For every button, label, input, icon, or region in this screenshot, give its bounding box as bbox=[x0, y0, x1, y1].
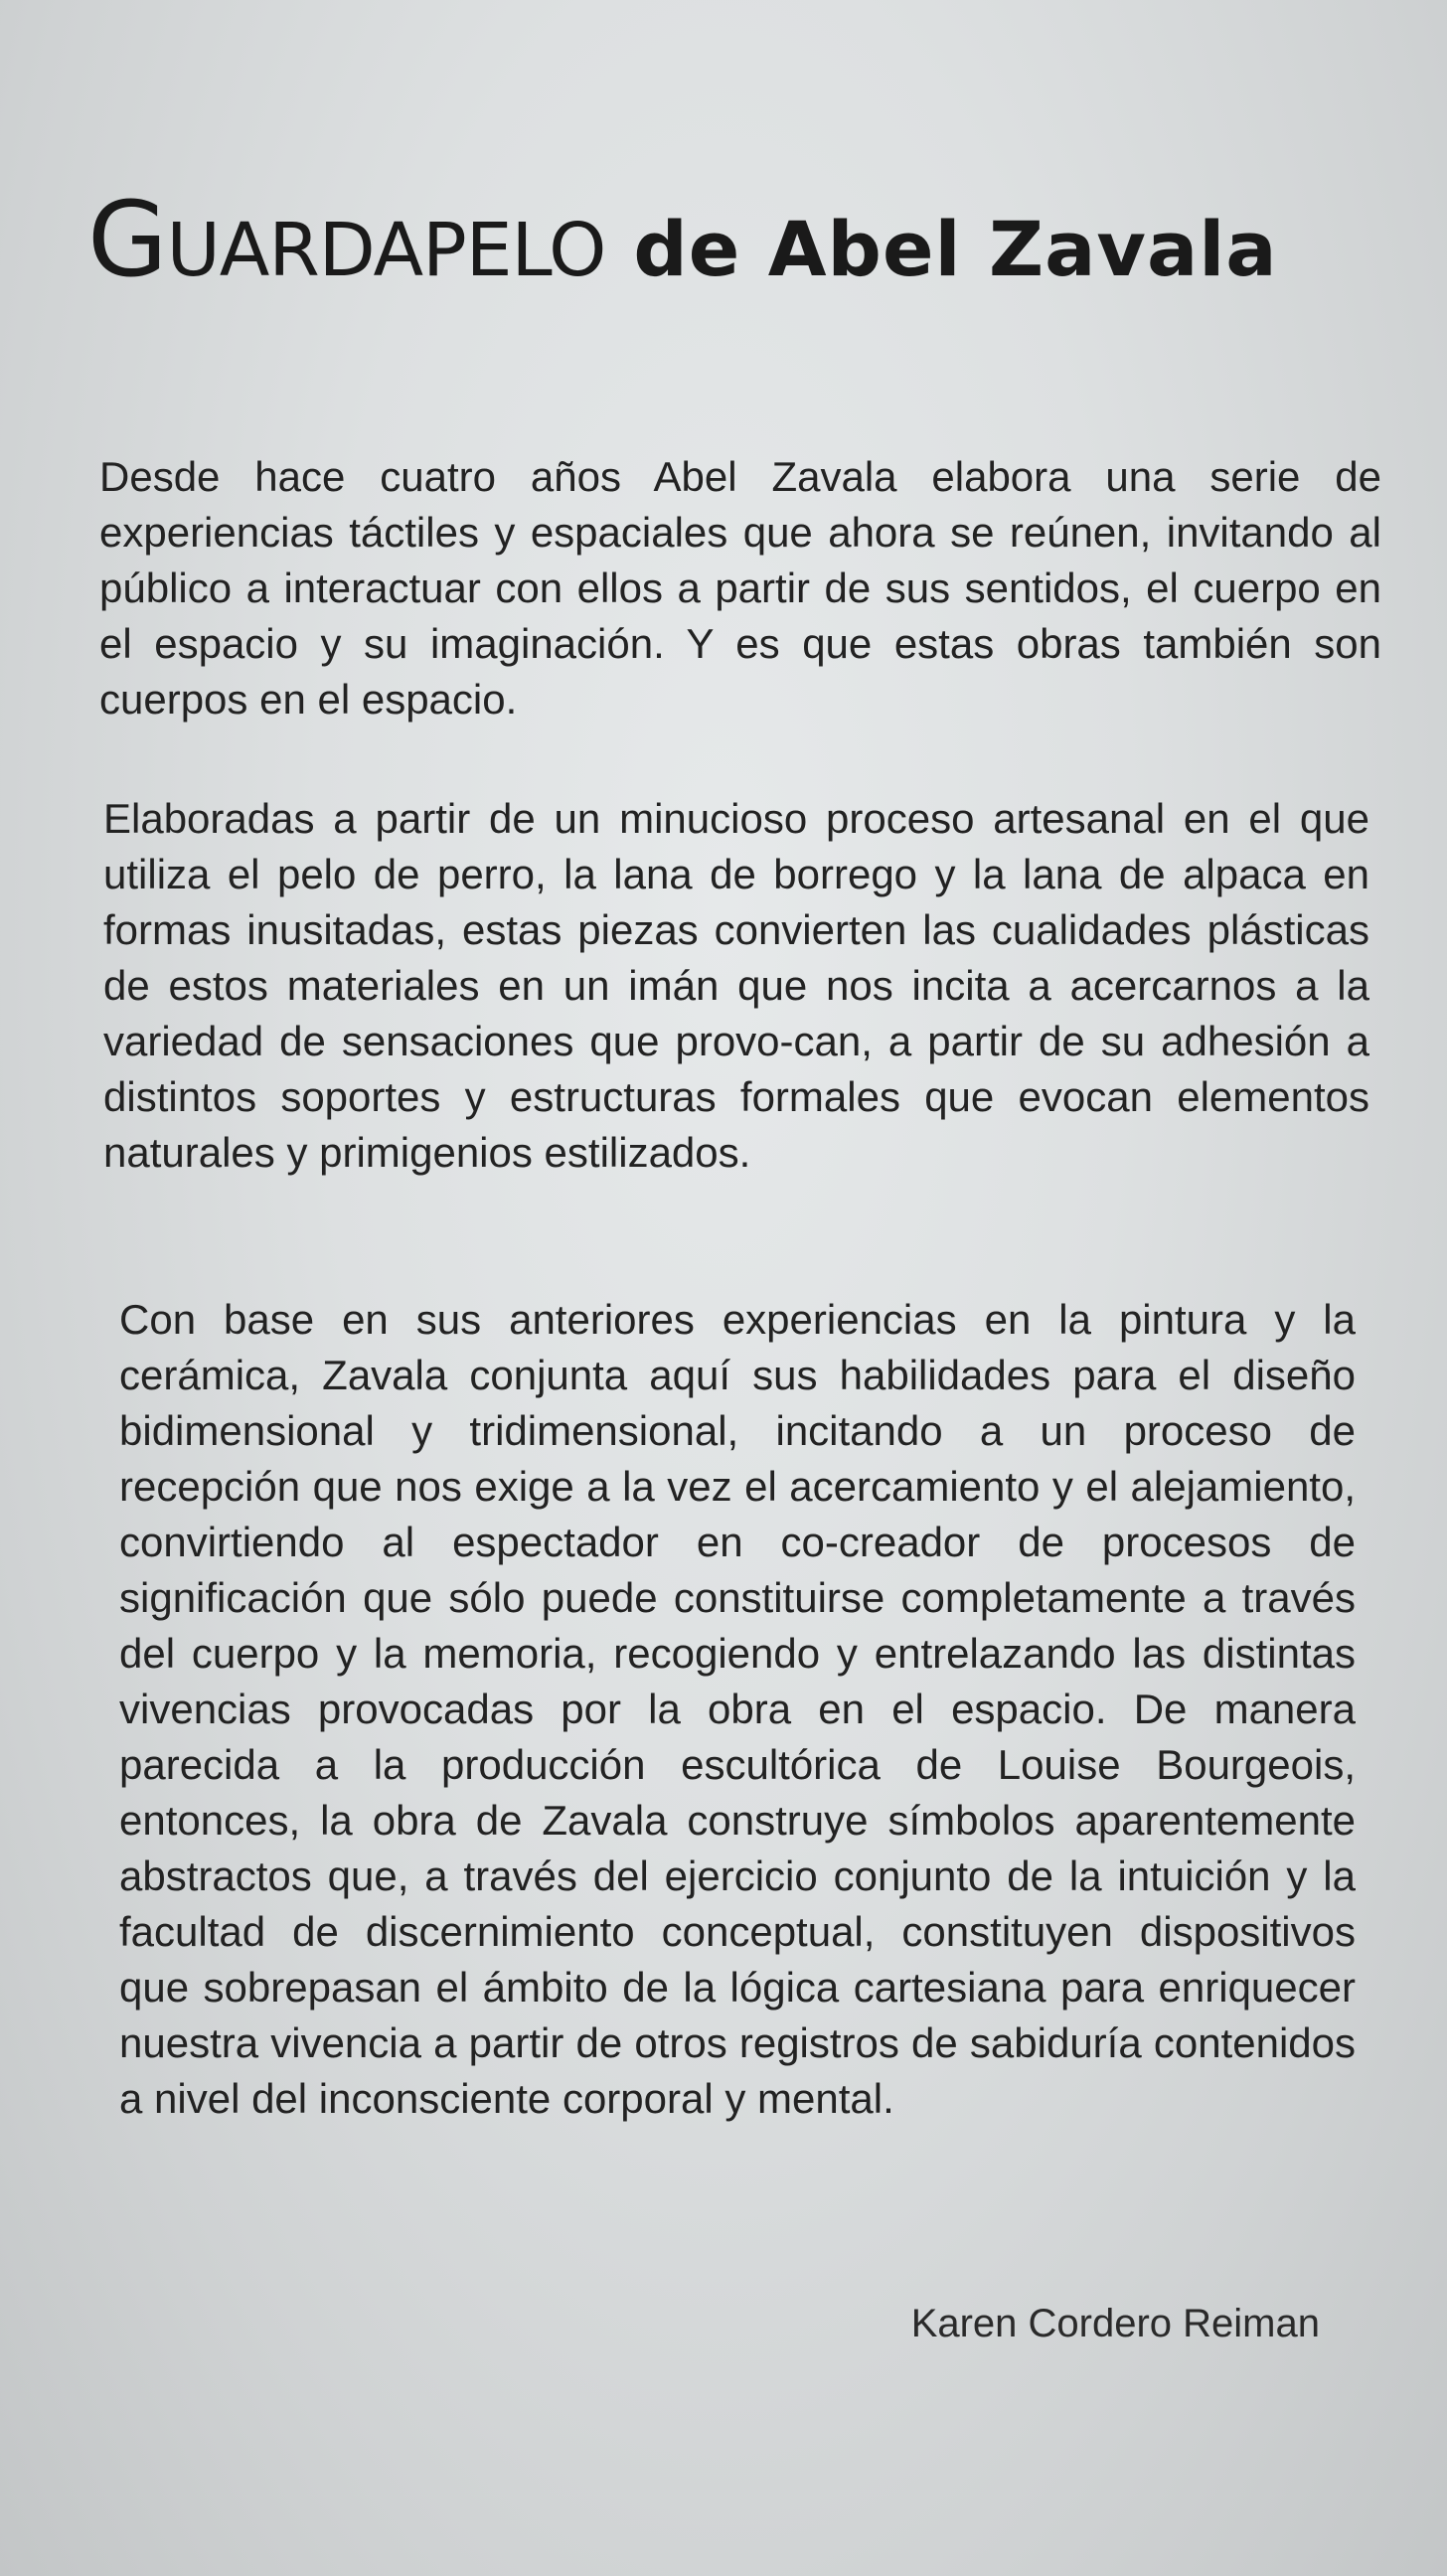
title-main-rest: UARDAPELO bbox=[166, 208, 606, 294]
title-subtitle: de Abel Zavala bbox=[633, 205, 1278, 294]
title-initial: G bbox=[87, 179, 167, 301]
page-title bbox=[87, 179, 1379, 301]
paragraph-materials: Elaboradas a partir de un minucioso proceso artesanal en el que utiliza el pelo de perro, la lana de borrego y la lana de alpaca en formas inusitadas, estas piezas convierten las cualidades plásticas de estos materiales en un imán que nos incita a acercarnos a la variedad de sensaciones que provo-can, a partir de su adhesión a distintos soportes y estructuras formales que evocan elementos naturales y primigenios estilizados. bbox=[103, 795, 1369, 1176]
paragraph-intro: Desde hace cuatro años Abel Zavala elabora una serie de experiencias táctiles y espaciales que ahora se reúnen, invitando al público a interactuar con ellos a partir de sus sentidos, el cuerpo en el espacio y su imaginación. Y es que estas obras también son cuerpos en el espacio. bbox=[99, 453, 1381, 723]
paragraph-context: Con base en sus anteriores experiencias en la pintura y la cerámica, Zavala conjunta aquí sus habilidades para el diseño bidimensional y tridimensional, incitando a un proceso de recepción que nos exige a la vez el acercamiento y el alejamiento, convirtiendo al espectador en co-creador de procesos de significación que sólo puede constituirse completamente a través del cuerpo y la memoria, recogiendo y entrelazando las distintas vivencias provocadas por la obra en el espacio. De manera parecida a la producción escultórica de Louise Bourgeois, entonces, la obra de Zavala construye símbolos aparentemente abstractos que, a través del ejercicio conjunto de la intuición y la facultad de discernimiento conceptual, constituyen dispositivos que sobrepasan el ámbito de la lógica cartesiana para enriquecer nuestra vivencia a partir de otros registros de sabiduría contenidos a nivel del inconsciente corporal y mental. bbox=[119, 1296, 1356, 2122]
title-main bbox=[87, 179, 606, 301]
author-signature: Karen Cordero Reiman bbox=[910, 2302, 1320, 2345]
